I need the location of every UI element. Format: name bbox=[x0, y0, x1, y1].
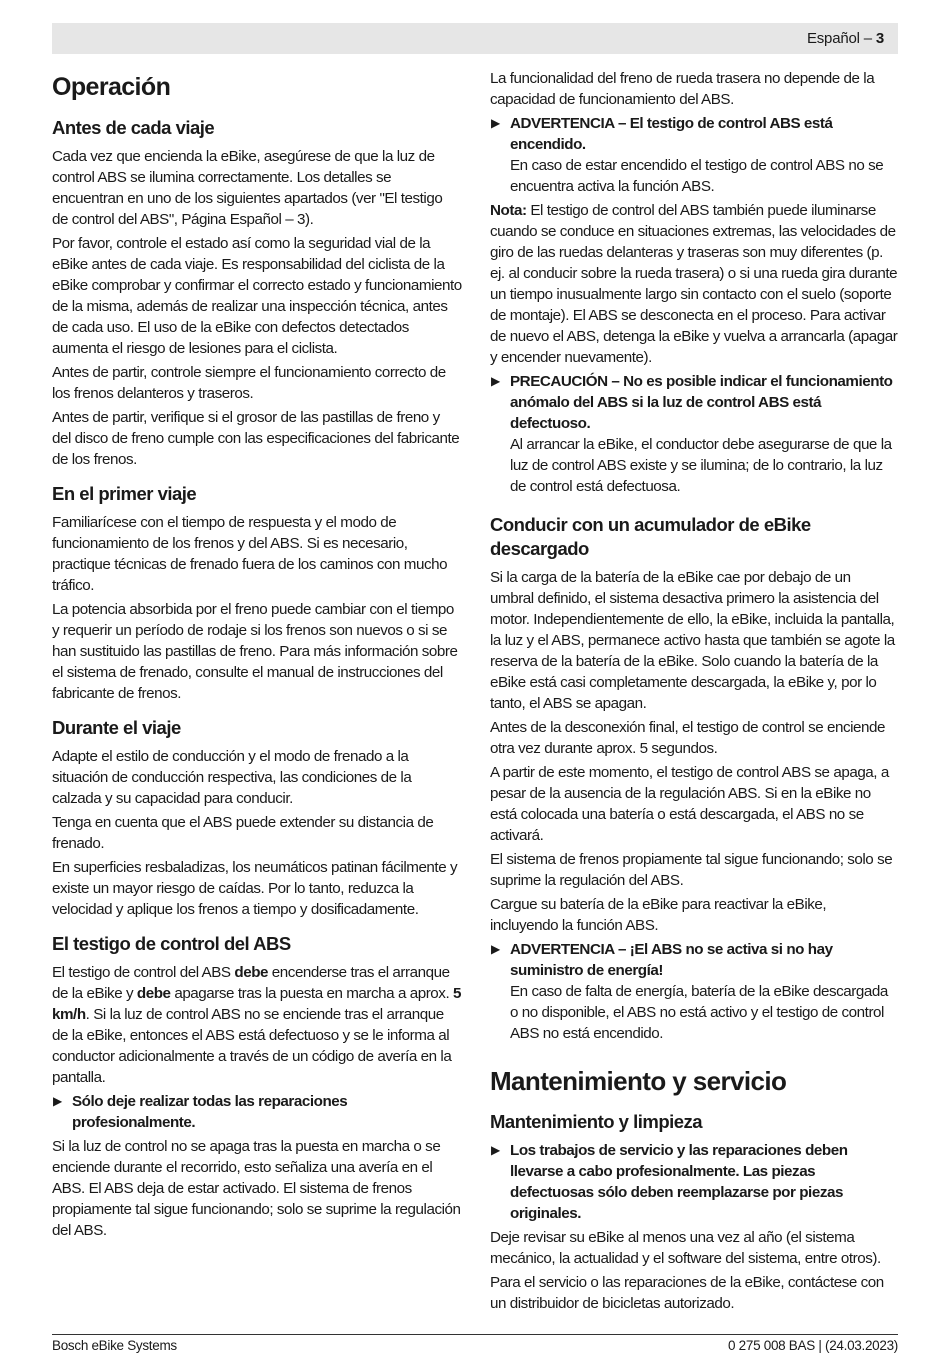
footer-brand: Bosch eBike Systems bbox=[52, 1338, 177, 1353]
text-run: . Si la luz de control ABS no se enciende tras el arranque de la eBike, entonces el ABS está defectuoso y se le informa al conductor adicionalmente a través de un código de avería en la pantalla. bbox=[52, 1006, 452, 1086]
heading-testigo-de-control: El testigo de control del ABS bbox=[52, 933, 291, 954]
bullet-reparaciones bbox=[52, 1091, 462, 1133]
paragraph: En superficies resbaladizas, los neumáticos patinan fácilmente y existe un mayor riesgo de caídas. Por lo tanto, reduzca la velocidad y aplique los frenos a tiempo y dosificadamente. bbox=[52, 859, 458, 918]
header-language: Español bbox=[806, 30, 860, 47]
paragraph: Familiarícese con el tiempo de respuesta y el modo de funcionamiento de los frenos y del ABS. Si es necesario, practique técnicas de frenado fuera de los caminos con mucho tráfico. bbox=[52, 514, 448, 594]
paragraph: Antes de partir, verifique si el grosor de las pastillas de freno y del disco de freno cumple con las especificaciones del fabricante de los frenos. bbox=[52, 409, 460, 468]
nota-text: El testigo de control del ABS también puede iluminarse cuando se conduce en situaciones extremas, las velocidades de giro de las ruedas delanteras y traseras son muy diferentes (p. ej. al conducir sobre la rueda trasera) o si una rueda gira durante un tiempo inusualmente largo sin contacto con el suelo (soporte de montaje). El ABS se desconecta en el proceso. Para activar de nuevo el ABS, detenga la eBike y vuelva a arrancarla (apagar y encender nuevamente). bbox=[490, 202, 898, 366]
text-run-bold: debe bbox=[234, 964, 269, 981]
bullet-body: En caso de falta de energía, batería de la eBike descargada o no disponible, el ABS no está activo y el testigo de control ABS no está encendido. bbox=[510, 983, 888, 1042]
bullet-heading: PRECAUCIÓN – No es posible indicar el funcionamiento anómalo del ABS si la luz de control ABS está defectuoso. bbox=[510, 373, 893, 432]
bullet-trabajos bbox=[490, 1140, 898, 1224]
paragraph: Tenga en cuenta que el ABS puede extender su distancia de frenado. bbox=[52, 814, 434, 852]
heading-conducir-descargado: Conducir con un acumulador de eBike descargado bbox=[490, 514, 811, 559]
footer-doc-id: 0 275 008 BAS | (24.03.2023) bbox=[728, 1338, 898, 1353]
bullet-advertencia-encendido bbox=[490, 113, 898, 197]
nota-label: Nota: bbox=[490, 202, 527, 219]
bullet-advertencia-energia bbox=[490, 939, 898, 1044]
paragraph: Antes de partir, controle siempre el funcionamiento correcto de los frenos delanteros y traseros. bbox=[52, 364, 446, 402]
triangle-right-icon: ▶ bbox=[53, 1094, 62, 1108]
triangle-right-icon: ▶ bbox=[491, 1143, 500, 1157]
heading-mantenimiento-limpieza: Mantenimiento y limpieza bbox=[490, 1111, 703, 1132]
text-run-bold: 5 km/h bbox=[52, 985, 461, 1023]
bullet-text: Sólo deje realizar todas las reparaciones profesionalmente. bbox=[72, 1093, 348, 1131]
text-run-bold: debe bbox=[136, 985, 171, 1002]
heading-en-el-primer-viaje: En el primer viaje bbox=[52, 483, 197, 504]
header-page-number: 3 bbox=[875, 30, 884, 47]
triangle-right-icon: ▶ bbox=[491, 116, 500, 130]
paragraph: Deje revisar su eBike al menos una vez al año (el sistema mecánico, la actualidad y el software del sistema, entre otros). bbox=[490, 1229, 881, 1267]
page-header bbox=[52, 23, 898, 54]
paragraph: Si la carga de la batería de la eBike cae por debajo de un umbral definido, el sistema desactiva primero la asistencia del motor. Independientemente de ello, la eBike, incluida la pantalla, la luz y el ABS, permanece activo hasta que también se agote la reserva de la batería de la eBike. Solo cuando la batería de la eBike está casi completamente descargada, la eBike y, por lo tanto, el ABS se apagan. bbox=[490, 569, 895, 712]
triangle-right-icon: ▶ bbox=[491, 942, 500, 956]
text-run: apagarse tras la puesta en marcha a aprox. bbox=[170, 985, 453, 1002]
paragraph: La funcionalidad del freno de rueda trasera no depende de la capacidad de funcionamiento del ABS. bbox=[490, 70, 875, 108]
paragraph: Adapte el estilo de conducción y el modo de frenado a la situación de conducción respectiva, las condiciones de la calzada y su capacidad para conducir. bbox=[52, 748, 412, 807]
section-title-mantenimiento: Mantenimiento y servicio bbox=[490, 1066, 787, 1096]
triangle-right-icon: ▶ bbox=[491, 374, 500, 388]
bullet-precaucion bbox=[490, 371, 898, 497]
paragraph: Para el servicio o las reparaciones de la eBike, contáctese con un distribuidor de bicicletas autorizado. bbox=[490, 1274, 884, 1312]
right-column bbox=[490, 68, 898, 1317]
paragraph: Cargue su batería de la eBike para reactivar la eBike, incluyendo la función ABS. bbox=[490, 896, 827, 934]
paragraph: Cada vez que encienda la eBike, asegúrese de que la luz de control ABS se ilumina correctamente. Los detalles se encuentran en uno de los siguientes apartados (ver "El testigo de control del ABS", Página Español – 3). bbox=[52, 148, 443, 228]
bullet-heading: ADVERTENCIA – ¡El ABS no se activa si no hay suministro de energía! bbox=[510, 941, 833, 979]
heading-antes-de-cada-viaje: Antes de cada viaje bbox=[52, 117, 215, 138]
footer-divider bbox=[52, 1334, 898, 1335]
bullet-body: Al arrancar la eBike, el conductor debe asegurarse de que la luz de control ABS existe y se ilumina; de lo contrario, la luz de control está defectuosa. bbox=[510, 436, 892, 495]
bullet-heading: ADVERTENCIA – El testigo de control ABS está encendido. bbox=[510, 115, 833, 153]
paragraph: Si la luz de control no se apaga tras la puesta en marcha o se enciende durante el recorrido, esto señaliza una avería en el ABS. El ABS deja de estar activado. El sistema de frenos propiamente tal sigue funcionando; solo se suprime la regulación del ABS. bbox=[52, 1138, 461, 1239]
text-run: El testigo de control del ABS bbox=[52, 964, 235, 981]
paragraph-testigo bbox=[52, 962, 462, 1088]
paragraph: El sistema de frenos propiamente tal sigue funcionando; solo se suprime la regulación del ABS. bbox=[490, 851, 893, 889]
heading-durante-el-viaje: Durante el viaje bbox=[52, 717, 181, 738]
bullet-text: Los trabajos de servicio y las reparaciones deben llevarse a cabo profesionalmente. Las piezas defectuosas sólo deben reemplazarse por piezas originales. bbox=[510, 1142, 848, 1222]
text-run: encenderse tras el arranque de la eBike y bbox=[52, 964, 450, 1002]
section-title-operacion: Operación bbox=[52, 73, 171, 101]
left-column bbox=[52, 66, 462, 1244]
paragraph: Por favor, controle el estado así como la seguridad vial de la eBike antes de cada viaje. Es responsabilidad del ciclista de la eBike comprobar y confirmar el correcto estado y funcionamiento de la misma, además de realizar una inspección técnica, antes de cada uso. El uso de la eBike con defectos detectados aumenta el riesgo de lesiones para el ciclista. bbox=[52, 235, 462, 357]
header-page-label bbox=[807, 30, 884, 47]
header-separator: – bbox=[859, 30, 876, 47]
paragraph: La potencia absorbida por el freno puede cambiar con el tiempo y requerir un período de rodaje si los frenos son nuevos o si se han sustituido las pastillas de freno. Para más información sobre el sistema de frenado, consulte el manual de instrucciones del fabricante de frenos. bbox=[52, 601, 458, 702]
paragraph: Antes de la desconexión final, el testigo de control se enciende otra vez durante aprox. 5 segundos. bbox=[490, 719, 886, 757]
paragraph-nota bbox=[490, 200, 898, 368]
bullet-body: En caso de estar encendido el testigo de control ABS no se encuentra activa la función ABS. bbox=[510, 157, 884, 195]
paragraph: A partir de este momento, el testigo de control ABS se apaga, a pesar de la ausencia de la regulación ABS. Si en la eBike no está colocada una batería o está descargada, el ABS no se activará. bbox=[490, 764, 889, 844]
